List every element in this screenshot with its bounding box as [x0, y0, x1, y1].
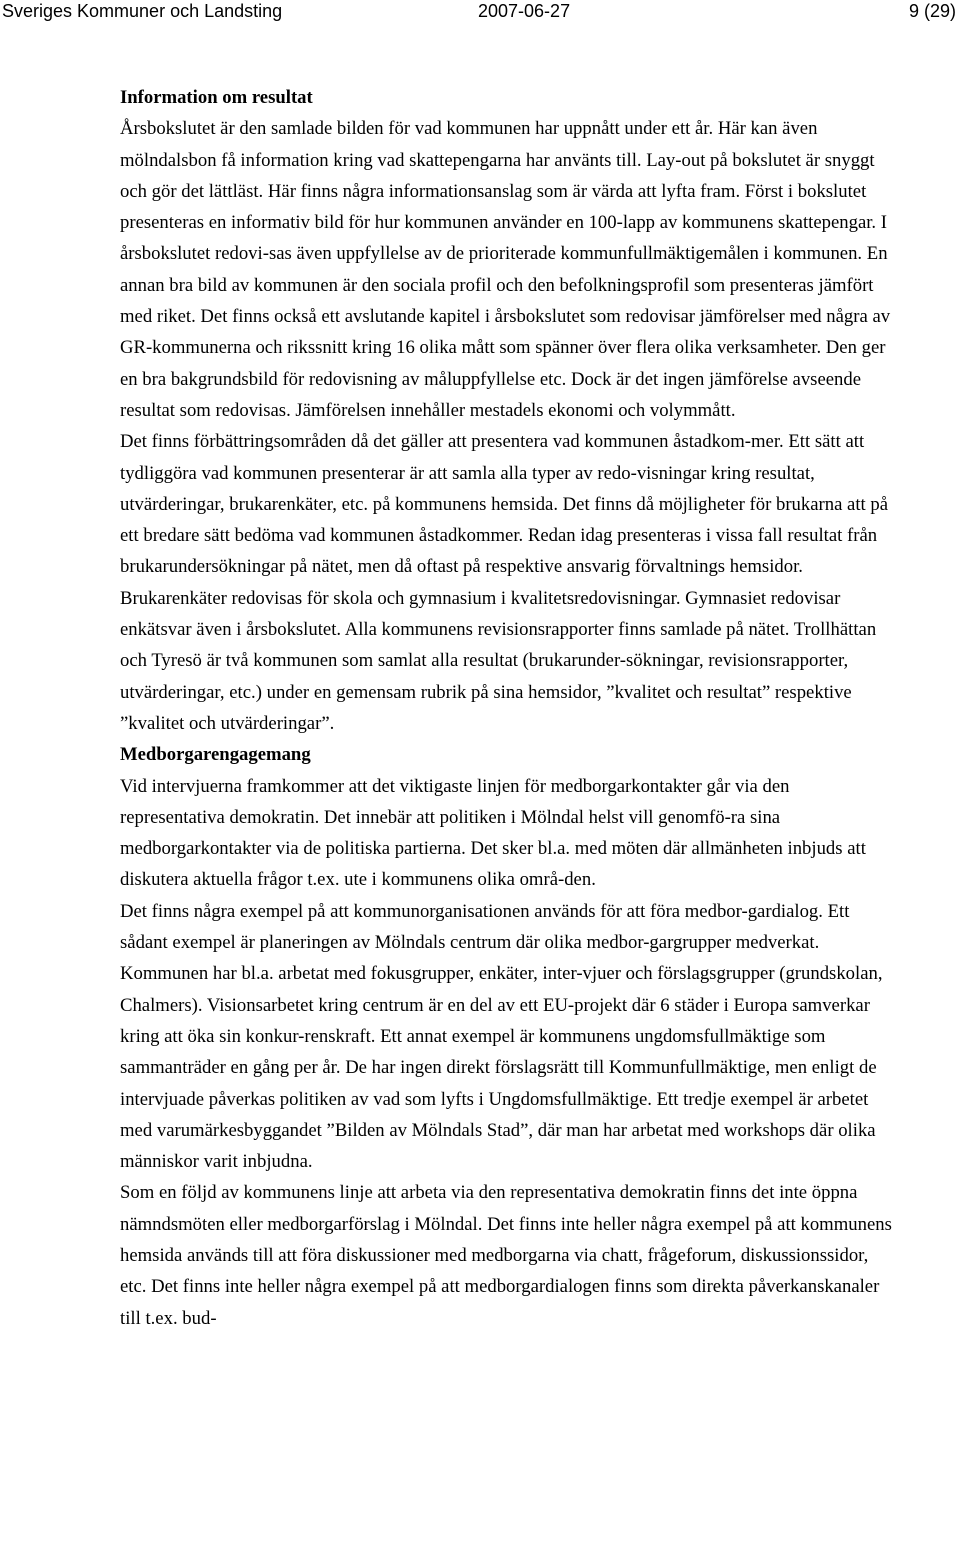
- header-date: 2007-06-27: [478, 1, 571, 21]
- page-header: [0, 0, 960, 26]
- paragraph: Som en följd av kommunens linje att arbeta via den representativa demokratin finns det inte öppna nämndsmöten eller medborgarförslag i Mölndal. Det finns inte heller några exempel på att kommunens hemsida används till att föra diskussioner med medborgarna via chatt, frågeforum, diskussionssidor, etc. Det finns inte heller några exempel på att medborgardialogen finns som direkta påverkanskanaler till t.ex. bud-: [120, 1182, 892, 1329]
- heading-information-om-resultat: Information om resultat: [120, 87, 313, 108]
- header-organization: Sveriges Kommuner och Landsting: [2, 1, 283, 21]
- heading-medborgarengagemang: Medborgarengagemang: [120, 744, 311, 766]
- header-page-number: 9 (29): [908, 1, 956, 21]
- document-body: [120, 82, 895, 1334]
- paragraph: Det finns några exempel på att kommunorganisationen används för att föra medbor-gardialog. Ett sådant exempel är planeringen av Mölndals centrum där olika medbor-gargrupper medverkat. Kommunen har bl.a. arbetat med fokusgrupper, enkäter, inter-vjuer och förslagsgrupper (grundskolan, Chalmers). Visionsarbetet kring centrum är en del av ett EU-projekt där 6 städer i Europa samverkar kring att öka sin konkur-renskraft. Ett annat exempel är kommunens ungdomsfullmäktige som sammanträder en gång per år. De har ingen direkt förslagsrätt till Kommunfullmäktige, men enligt de intervjuade påverkas politiken av vad som lyfts i Ungdomsfullmäktige. Ett tredje exempel är arbetet med varumärkesbyggandet ”Bilden av Mölndals Stad”, där man har arbetat med workshops där olika människor varit inbjudna.: [120, 900, 883, 1173]
- paragraph: Det finns förbättringsområden då det gäller att presentera vad kommunen åstadkom-mer. Ett sätt att tydliggöra vad kommunen presenterar är att samla alla typer av redo-visningar kring resultat, utvärderingar, brukarenkäter, etc. på kommunens hemsida. Det finns då möjligheter för brukarna att på ett bredare sätt bedöma vad kommunen åstadkommer. Redan idag presenteras i vissa fall resultat från brukarundersökningar på nätet, men då oftast på respektive ansvarig förvaltnings hemsidor. Brukarenkäter redovisas för skola och gymnasium i kvalitetsredovisningar. Gymnasiet redovisar enkätsvar även i årsbokslutet. Alla kommunens revisionsrapporter finns samlade på nätet. Trollhättan och Tyresö är två kommunen som samlat alla resultat (brukarunder-sökningar, revisionsrapporter, utvärderingar, etc.) under en gemensam rubrik på sina hemsidor, ”kvalitet och resultat” respektive ”kvalitet och utvärderingar”.: [120, 431, 889, 734]
- paragraph: Årsbokslutet är den samlade bilden för vad kommunen har uppnått under ett år. Här kan även mölndalsbon få information kring vad skattepengarna har använts till. Lay-out på bokslutet är snyggt och gör det lättläst. Här finns några informationsanslag som är värda att lyfta fram. Först i bokslutet presenteras en informativ bild för hur kommunen använder en 100-lapp av kommunens skattepengar. I årsbokslutet redovi-sas även uppfyllelse av de prioriterade kommunfullmäktigemålen i kommunen. En annan bra bild av kommunen är den sociala profil och den befolkningsprofil som presenteras jämfört med riket. Det finns också ett avslutande kapitel i årsbokslutet som redovisar jämförelser med några av GR-kommunerna och rikssnitt kring 16 olika mått som spänner över flera olika verksamheter. Den ger en bra bakgrundsbild för redovisning av måluppfyllelse etc. Dock är det ingen jämförelse avseende resultat som redovisas. Jämförelsen innehåller mestadels ekonomi och volymmått.: [120, 118, 891, 421]
- paragraph: Vid intervjuerna framkommer att det viktigaste linjen för medborgarkontakter går via den representativa demokratin. Det innebär att politiken i Mölndal helst vill genomfö-ra sina medborgarkontakter via de politiska partierna. Det sker bl.a. med möten där allmänheten inbjuds att diskutera aktuella frågor t.ex. ute i kommunens olika områ-den.: [120, 775, 866, 891]
